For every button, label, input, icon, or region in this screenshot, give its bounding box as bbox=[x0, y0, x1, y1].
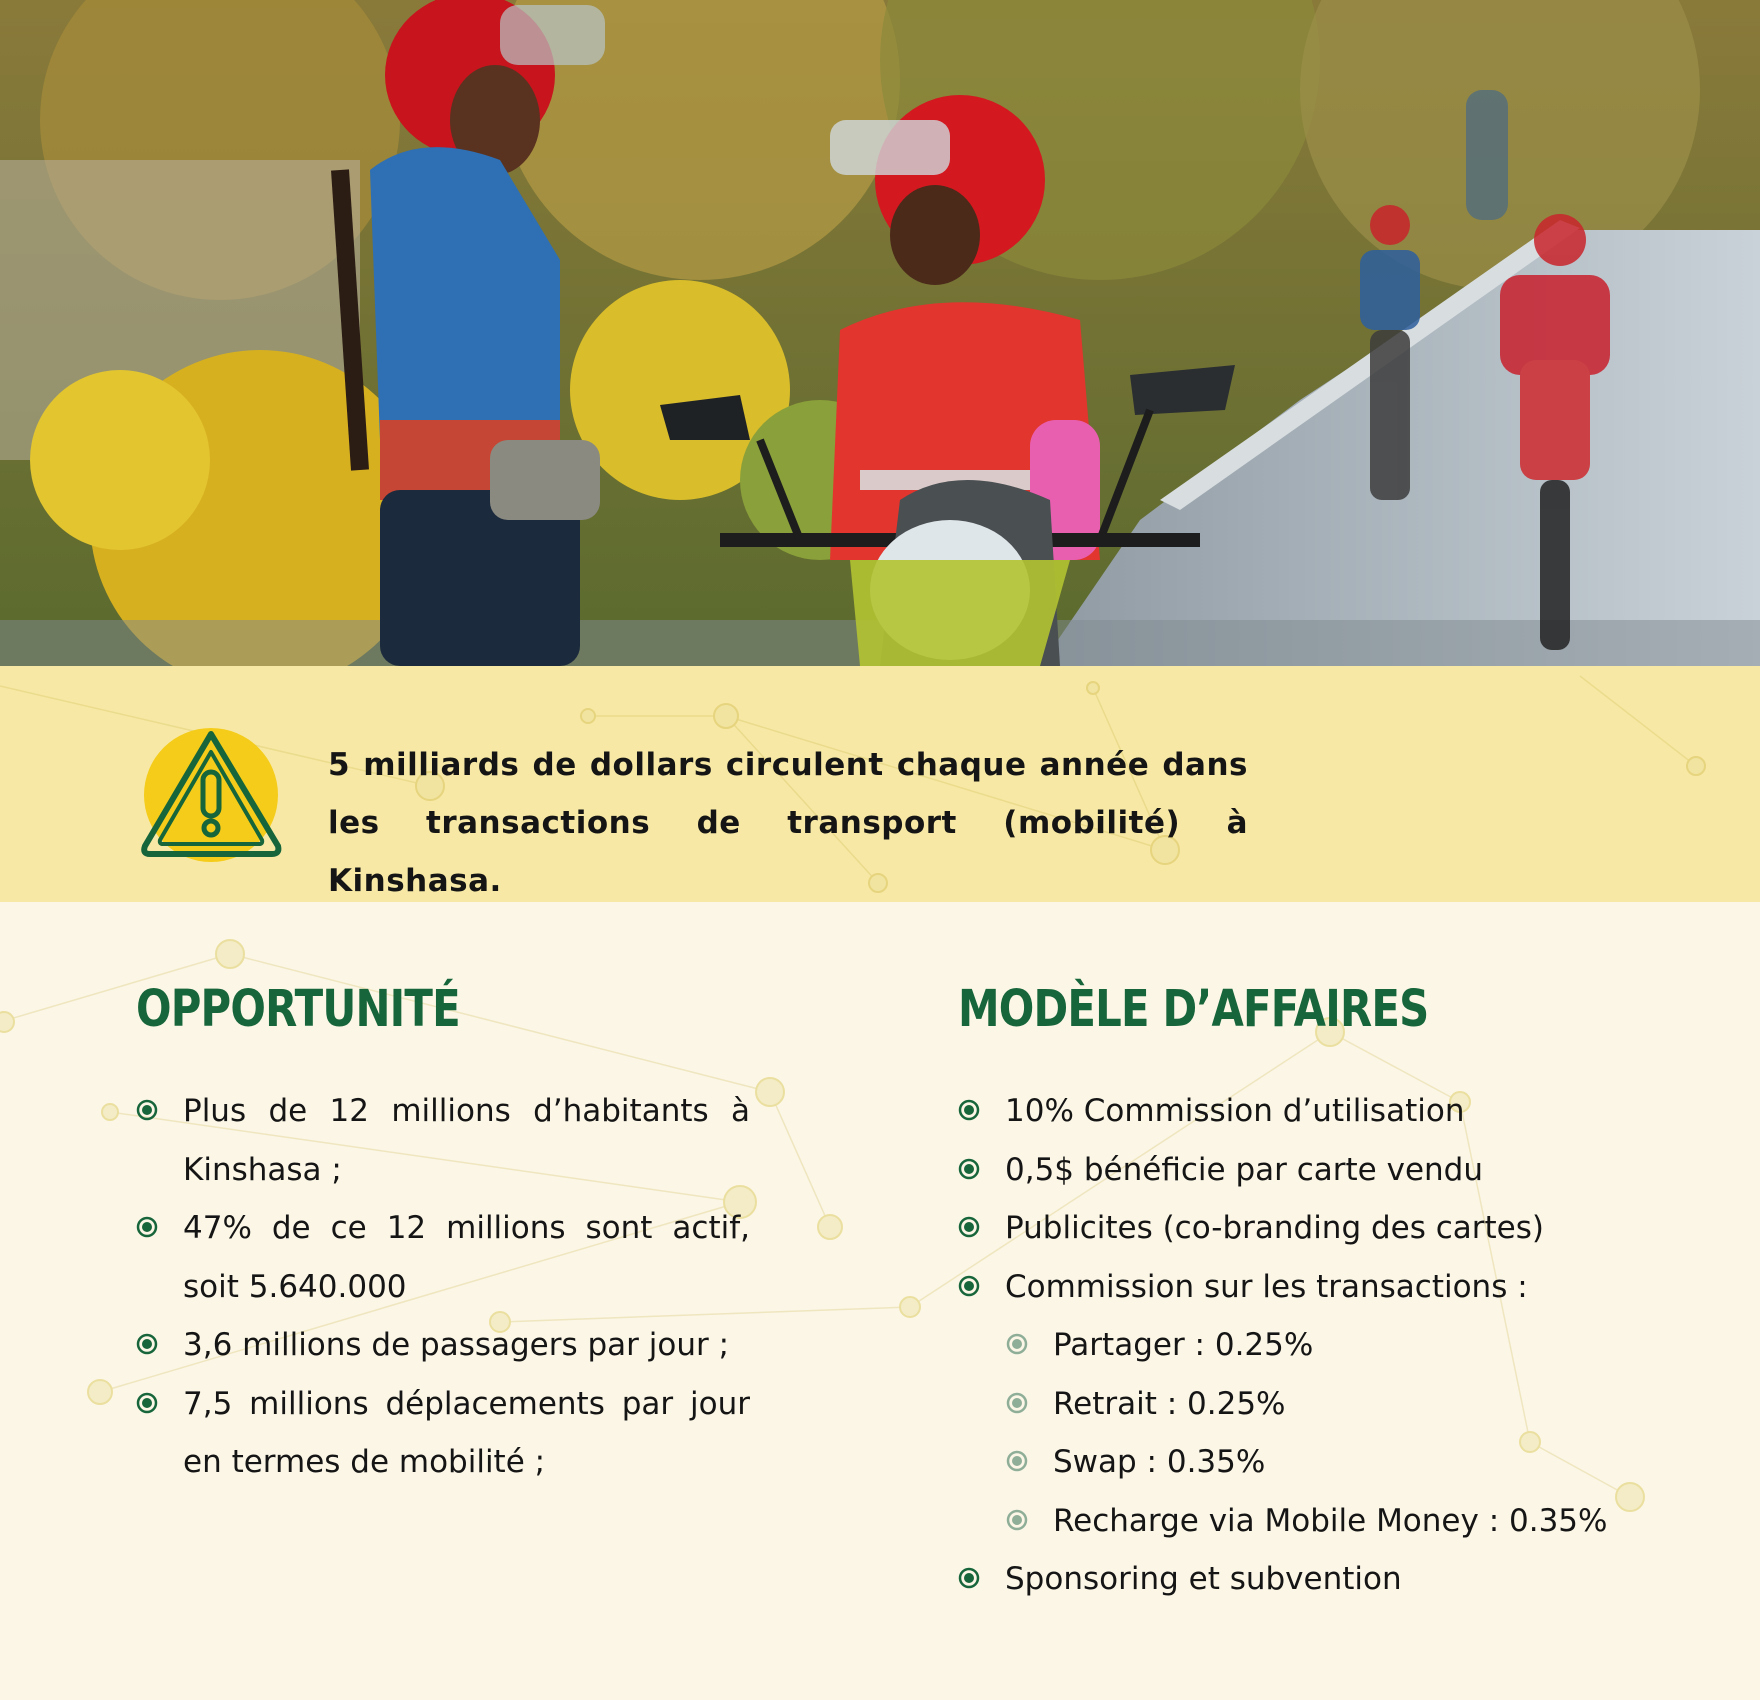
bullet-icon bbox=[136, 1333, 158, 1355]
list-item bbox=[136, 1316, 750, 1375]
bullet-icon bbox=[136, 1216, 158, 1238]
business-model-list bbox=[958, 1082, 1607, 1609]
list-item-text: 10% Commission d’utilisation bbox=[1005, 1093, 1465, 1129]
sub-list-item-text: Recharge via Mobile Money : 0.35% bbox=[1053, 1502, 1608, 1539]
opportunity-title: OPPORTUNITÉ bbox=[136, 980, 460, 1039]
sub-list-item bbox=[958, 1316, 1607, 1375]
list-item bbox=[958, 1199, 1607, 1258]
business-model-title: MODÈLE D’AFFAIRES bbox=[958, 980, 1429, 1039]
bullet-icon bbox=[136, 1099, 158, 1121]
list-item bbox=[958, 1141, 1607, 1200]
hero-photo bbox=[0, 0, 1760, 666]
list-item bbox=[136, 1375, 750, 1492]
sub-bullet-icon bbox=[1006, 1509, 1028, 1531]
motorcycle-taxi-illustration bbox=[0, 0, 1760, 666]
bullet-icon bbox=[958, 1158, 980, 1180]
list-item-text: 7,5 millions déplacements par jour en termes de mobilité ; bbox=[183, 1385, 750, 1480]
sub-list-item bbox=[958, 1375, 1607, 1434]
bullet-icon bbox=[958, 1099, 980, 1121]
list-item-text: 3,6 millions de passagers par jour ; bbox=[183, 1327, 730, 1363]
sub-bullet-icon bbox=[1006, 1333, 1028, 1355]
bullet-icon bbox=[958, 1216, 980, 1238]
sub-bullet-icon bbox=[1006, 1392, 1028, 1414]
opportunity-list bbox=[136, 1082, 750, 1492]
list-item bbox=[958, 1550, 1607, 1609]
sub-bullet-icon bbox=[1006, 1450, 1028, 1472]
sub-list-item-text: Swap : 0.35% bbox=[1053, 1444, 1266, 1480]
sub-list-item-text: Retrait : 0.25% bbox=[1053, 1385, 1286, 1422]
list-item-text: Commission sur les transactions : bbox=[1005, 1268, 1528, 1305]
list-item bbox=[958, 1258, 1607, 1317]
sub-list-item bbox=[958, 1433, 1607, 1492]
bullet-icon bbox=[958, 1275, 980, 1297]
list-item-text: Plus de 12 millions d’habitants à Kinshasa ; bbox=[183, 1093, 750, 1188]
list-item-text: 47% de ce 12 millions sont actif, soit 5.640.000 bbox=[183, 1210, 750, 1305]
list-item-text: Sponsoring et subvention bbox=[1005, 1561, 1402, 1597]
sub-list-item bbox=[958, 1492, 1607, 1551]
list-item bbox=[958, 1082, 1607, 1141]
list-item bbox=[136, 1199, 750, 1316]
sub-list-item-text: Partager : 0.25% bbox=[1053, 1327, 1314, 1363]
list-item bbox=[136, 1082, 750, 1199]
bullet-icon bbox=[958, 1567, 980, 1589]
warning-icon bbox=[138, 722, 284, 864]
list-item-text: 0,5$ bénéficie par carte vendu bbox=[1005, 1151, 1483, 1188]
banner-text: 5 milliards de dollars circulent chaque année dans les transactions de transport (mobilité) à Kinshasa. bbox=[328, 747, 1248, 899]
list-item-text: Publicites (co-branding des cartes) bbox=[1005, 1210, 1545, 1246]
content-section bbox=[0, 902, 1760, 1700]
bullet-icon bbox=[136, 1392, 158, 1414]
